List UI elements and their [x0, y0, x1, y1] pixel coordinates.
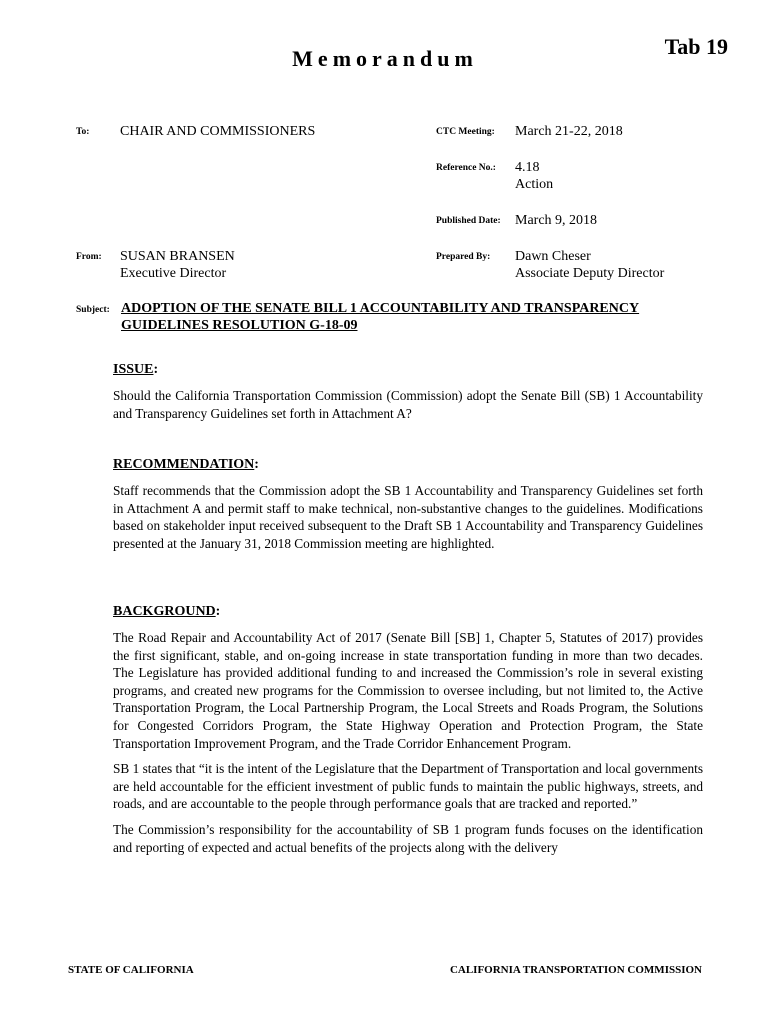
prepared-title: Associate Deputy Director	[515, 266, 665, 281]
meeting-label: CTC Meeting:	[436, 127, 495, 137]
background-paragraph-2: SB 1 states that “it is the intent of the Legislature that the Department of Transportation and local governments are held accountable for the efficient investment of public funds to maintain the public highways, streets, and roads, and are accountable to the people through performance goals that are tracked and reported.”	[113, 761, 703, 812]
background-paragraph-1: The Road Repair and Accountability Act of 2017 (Senate Bill [SB] 1, Chapter 5, Statutes of 2017) provides the first significant, stable, and on-going increase in state transportation funding in more than two decades. The Legislature has provided additional funding to and increased the Commission’s role in several existing programs, and created new programs for the Commission to oversee including, but not limited to, the Active Transportation Program, the Local Partnership Program, the Local Streets and Roads Program, the Solutions for Congested Corridors Program, the State Highway Operation and Protection Program, the State Transportation Improvement Program, and the Trade Corridor Enhancement Program.	[113, 630, 703, 751]
background-section	[113, 604, 703, 864]
reference-label: Reference No.:	[436, 163, 496, 173]
meeting-value: March 21-22, 2018	[515, 124, 623, 139]
prepared-label: Prepared By:	[436, 252, 491, 262]
reference-action: Action	[515, 177, 554, 192]
reference-number: 4.18	[515, 160, 540, 175]
background-heading: BACKGROUND:	[113, 604, 221, 619]
issue-heading: ISSUE:	[113, 362, 159, 377]
footer-state: STATE OF CALIFORNIA	[68, 964, 194, 976]
from-value	[120, 248, 235, 282]
prepared-name: Dawn Cheser	[515, 249, 591, 264]
to-label: To:	[76, 127, 90, 137]
prepared-value	[515, 248, 664, 282]
reference-value	[515, 159, 553, 193]
from-title: Executive Director	[120, 266, 227, 281]
issue-text: Should the California Transportation Commission (Commission) adopt the Senate Bill (SB) 1 Accountability and Transparency Guidelines set forth in Attachment A?	[113, 388, 703, 421]
issue-section	[113, 362, 703, 430]
recommendation-text: Staff recommends that the Commission adopt the SB 1 Accountability and Transparency Guidelines set forth in Attachment A and permit staff to make technical, non-substantive changes to the guidelines. Modifications based on stakeholder input received subsequent to the Draft SB 1 Accountability and Transparency Guidelines presented at the January 31, 2018 Commission meeting are highlighted.	[113, 483, 703, 551]
to-value: CHAIR AND COMMISSIONERS	[120, 124, 316, 139]
subject-label: Subject:	[76, 305, 110, 315]
subject-value	[121, 300, 711, 334]
memo-title: Memorandum	[292, 46, 478, 71]
recommendation-heading: RECOMMENDATION:	[113, 457, 259, 472]
subject-line-2: GUIDELINES RESOLUTION G-18-09	[121, 318, 358, 333]
tab-label: Tab 19	[664, 34, 728, 59]
footer-commission: CALIFORNIA TRANSPORTATION COMMISSION	[449, 964, 702, 976]
published-label: Published Date:	[436, 216, 501, 226]
from-name: SUSAN BRANSEN	[120, 249, 235, 264]
from-label: From:	[76, 252, 102, 262]
published-value: March 9, 2018	[515, 213, 598, 228]
background-paragraph-3: The Commission’s responsibility for the accountability of SB 1 program funds focuses on the identification and reporting of expected and actual benefits of the projects along with the delivery	[113, 821, 703, 855]
subject-line-1: ADOPTION OF THE SENATE BILL 1 ACCOUNTABILITY AND TRANSPARENCY	[121, 301, 640, 316]
recommendation-section	[113, 457, 703, 560]
